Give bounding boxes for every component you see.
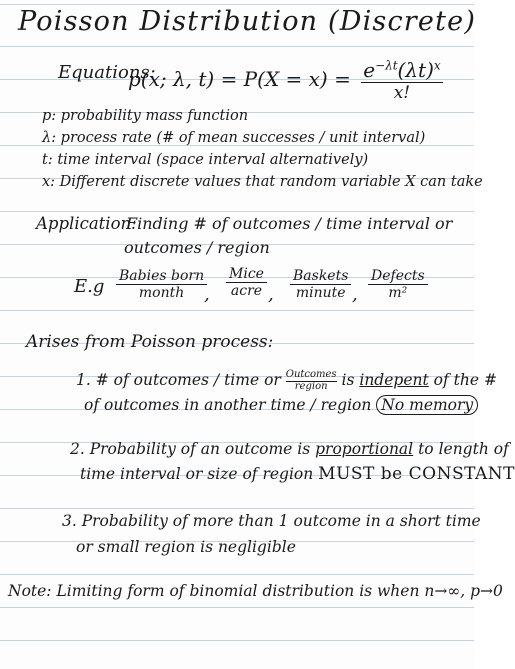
no-memory-circle: No memory [376, 395, 478, 415]
process-item-2-line1: 2. Probability of an outcome is proportional to length of [70, 440, 509, 458]
example-fraction: Mice acre [226, 266, 267, 299]
example-fraction: Defects m² [368, 268, 428, 301]
process-item-1-line2: of outcomes in another time / region No memory [84, 396, 478, 414]
process-item-2-line2: time interval or size of region MUST be CONSTANT [80, 464, 515, 484]
definition-x: x: Different discrete values that random variable X can take [42, 174, 483, 190]
definition-t: t: time interval (space interval alternatively) [42, 152, 369, 168]
definition-lambda: λ: process rate (# of mean successes / unit interval) [42, 130, 426, 146]
process-item-3-line1: 3. Probability of more than 1 outcome in a short time [62, 512, 481, 530]
definition-p: p: probability mass function [42, 108, 249, 124]
comma: , [352, 284, 358, 305]
outcomes-region-fraction: $\frac{\text{Outcomes}}{\text{region}}$ [285, 369, 337, 392]
application-text-line2: outcomes / region [124, 238, 270, 257]
arises-heading: Arises from Poisson process: [26, 332, 274, 352]
comma: , [268, 284, 274, 305]
application-label: Application: [36, 214, 137, 233]
equation-numerator: $e^{-\lambda t}(\lambda t)^x$ [363, 58, 441, 82]
comma: , [204, 284, 210, 305]
example-label: E.g [74, 276, 105, 297]
example-fraction: Babies born month [116, 268, 207, 301]
process-item-1-line1: 1. # of outcomes / time or $\frac{\text{Outcomes}}{\text{region}}$ is indepent of the # [76, 369, 497, 392]
equations-label: Equations: [58, 62, 156, 83]
note-text: Note: Limiting form of binomial distribution is when n→∞, p→0 [8, 582, 503, 600]
equation-lhs: p(x; λ, t) = P(X = x) = [128, 67, 351, 91]
process-item-3-line2: or small region is negligible [76, 538, 296, 556]
example-fraction: Baskets minute [290, 268, 351, 301]
equation-denominator: x! [393, 83, 411, 103]
application-text-line1: Finding # of outcomes / time interval or [126, 214, 453, 233]
page-title: Poisson Distribution (Discrete) [18, 6, 477, 37]
poisson-equation [128, 58, 443, 103]
equation-rhs [361, 58, 442, 103]
